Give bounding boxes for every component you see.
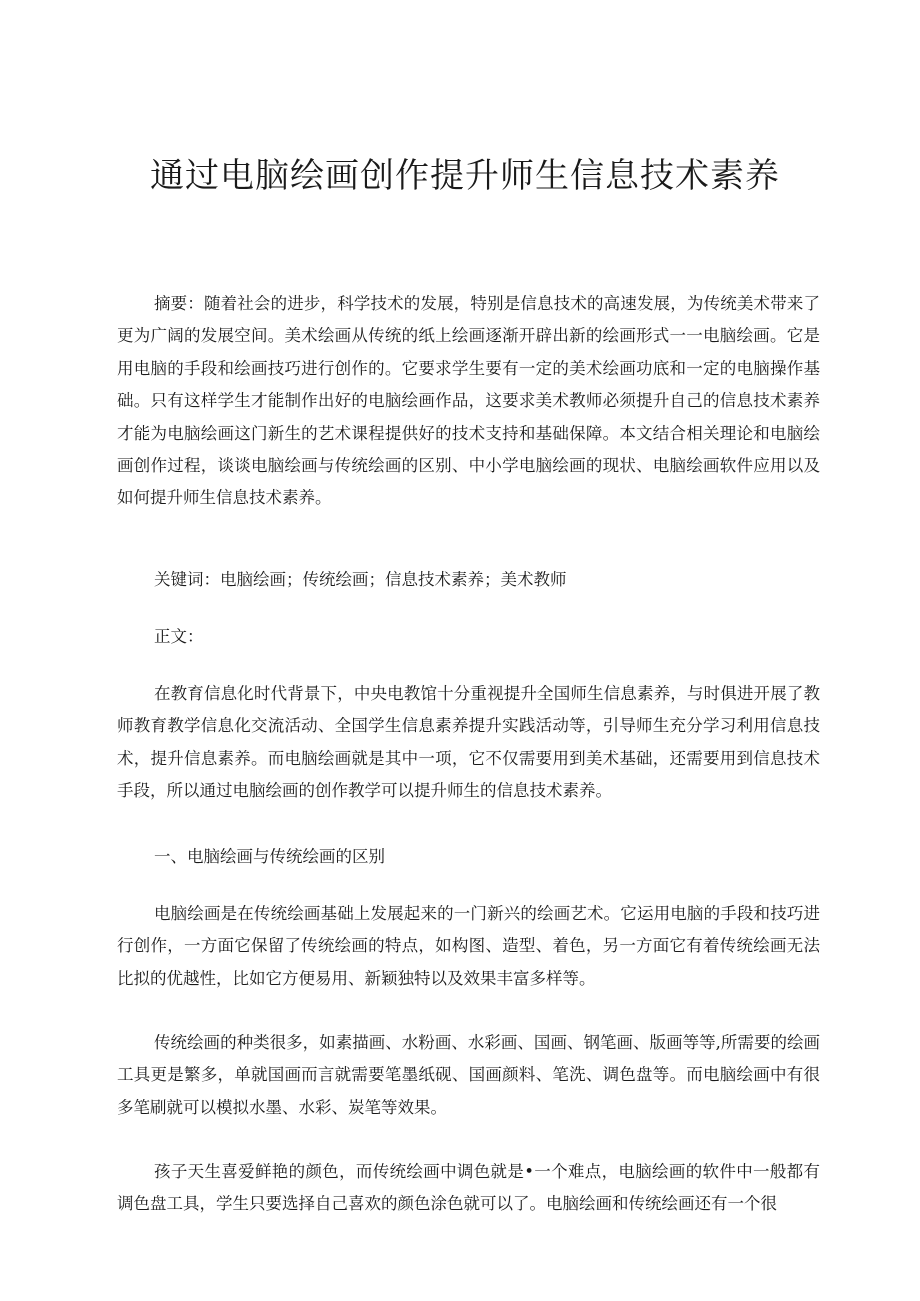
section-paragraph-3: 孩子天生喜爱鲜艳的颜色，而传统绘画中调色就是•一个难点，电脑绘画的软件中一般都有调色盘工具，学生只要选择自己喜欢的颜色涂色就可以了。电脑绘画和传统绘画还有一个很 [117, 1162, 820, 1214]
intro-paragraph: 在教育信息化时代背景下，中央电教馆十分重视提升全国师生信息素养，与时俱进开展了教师教育教学信息化交流活动、全国学生信息素养提升实践活动等，引导师生充分学习利用信息技术，提升信息素养。而电脑绘画就是其中一项，它不仅需要用到美术基础，还需要用到信息技术手段，所以通过电脑绘画的创作教学可以提升师生的信息技术素养。 [117, 684, 820, 801]
body-label: 正文： [154, 627, 204, 646]
section-heading: 一、电脑绘画与传统绘画的区别 [154, 847, 385, 866]
section-paragraph-1: 电脑绘画是在传统绘画基础上发展起来的一门新兴的绘画艺术。它运用电脑的手段和技巧进行创作，一方面它保留了传统绘画的特点，如构图、造型、着色，另一方面它有着传统绘画无法比拟的优越性，比如它方便易用、新颖独特以及效果丰富多样等。 [117, 904, 820, 988]
keywords-line: 关键词：电脑绘画；传统绘画；信息技术素养；美术教师 [154, 570, 567, 589]
document-title: 通过电脑绘画创作提升师生信息技术素养 [150, 156, 780, 196]
section-paragraph-2: 传统绘画的种类很多，如素描画、水粉画、水彩画、国画、钢笔画、版画等等,所需要的绘画工具更是繁多，单就国画而言就需要笔墨纸砚、国画颜料、笔洗、调色盘等。而电脑绘画中有很多笔刷就可以模拟水墨、水彩、炭笔等效果。 [117, 1033, 820, 1117]
abstract-paragraph: 摘要：随着社会的进步，科学技术的发展，特别是信息技术的高速发展，为传统美术带来了更为广阔的发展空间。美术绘画从传统的纸上绘画逐渐开辟出新的绘画形式一一电脑绘画。它是用电脑的手段和绘画技巧进行创作的。它要求学生要有一定的美术绘画功底和一定的电脑操作基础。只有这样学生才能制作出好的电脑绘画作品，这要求美术教师必须提升自己的信息技术素养才能为电脑绘画这门新生的艺术课程提供好的技术支持和基础保障。本文结合相关理论和电脑绘画创作过程，谈谈电脑绘画与传统绘画的区别、中小学电脑绘画的现状、电脑绘画软件应用以及如何提升师生信息技术素养。 [117, 294, 820, 508]
